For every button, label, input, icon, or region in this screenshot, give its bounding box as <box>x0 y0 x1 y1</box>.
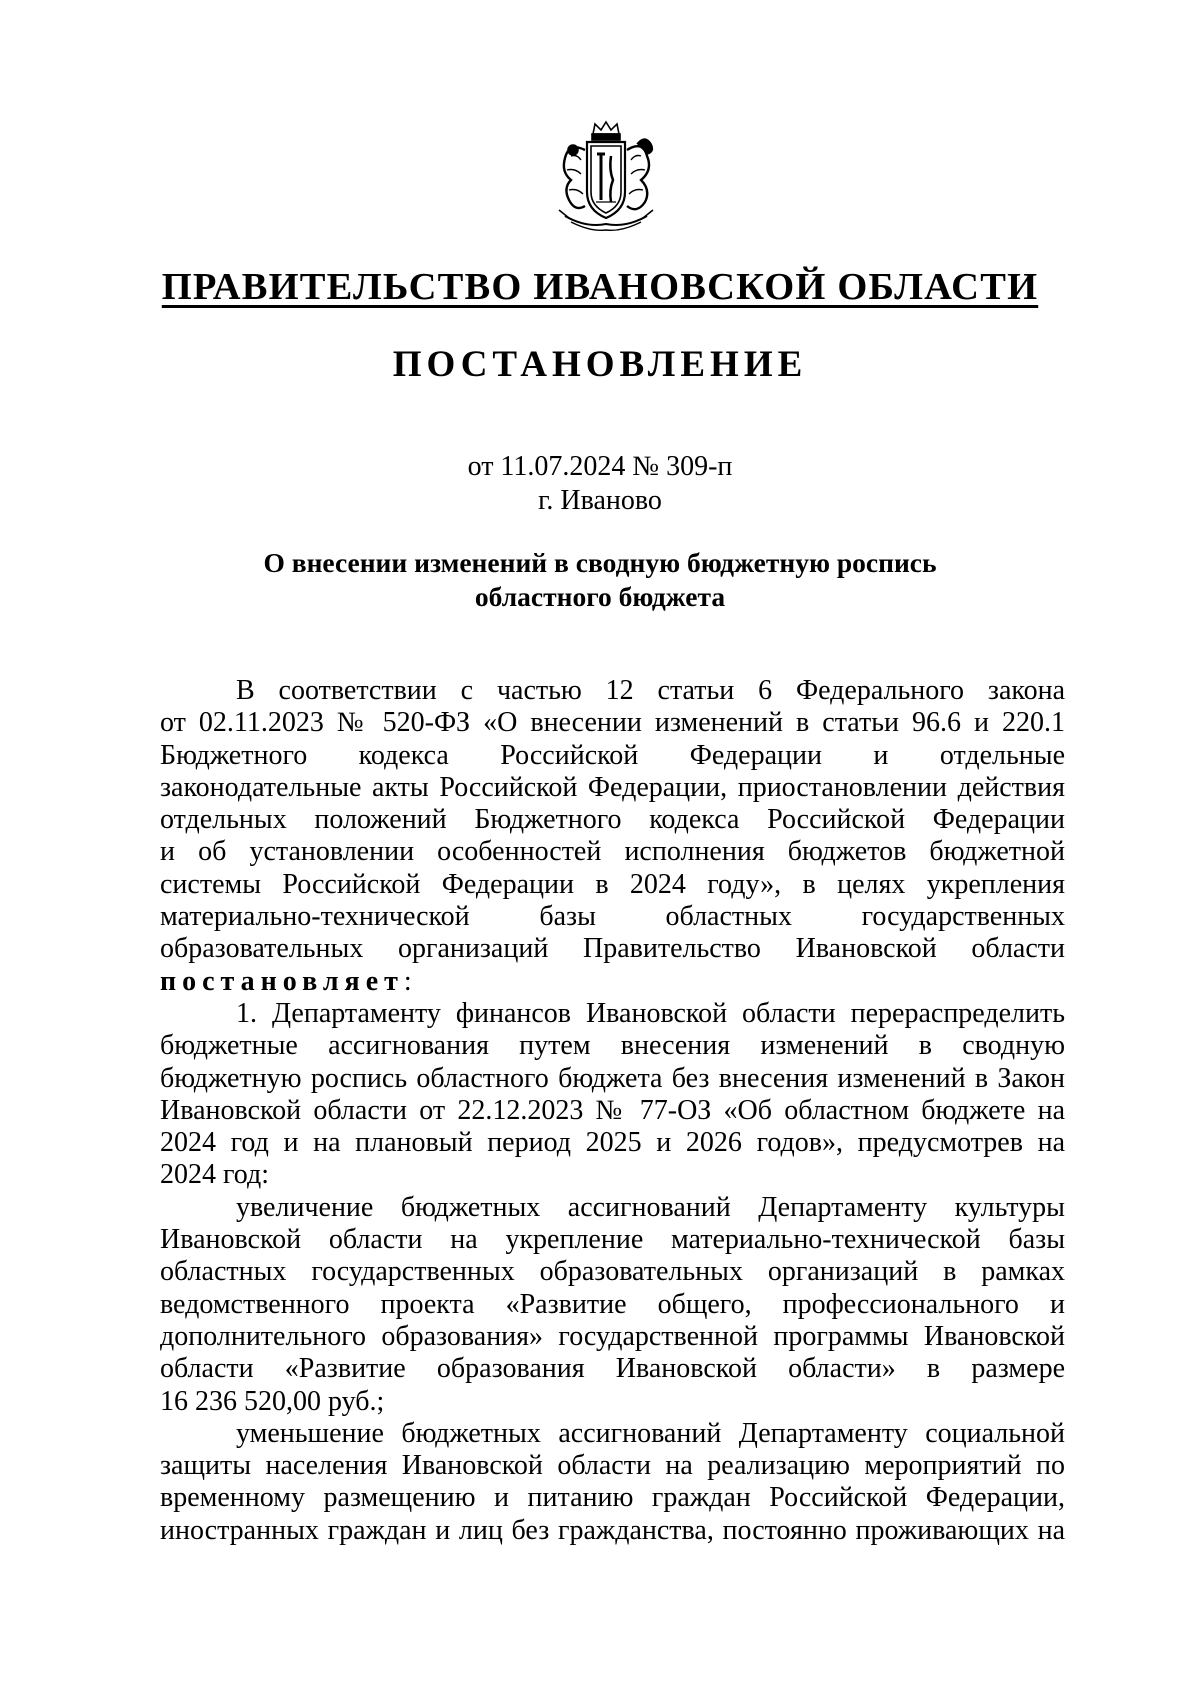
body-line: отдельных положений Бюджетного кодекса Российской Федерации <box>160 804 1065 836</box>
body-line: 1. Департаменту финансов Ивановской области перераспределить <box>236 997 1065 1029</box>
document-type: ПОСТАНОВЛЕНИЕ <box>392 344 808 385</box>
body-line: 16 236 520,00 руб.; <box>160 1385 385 1417</box>
body-line: 2024 год и на плановый период 2025 и 2026 годов», предусмотрев на <box>160 1127 1065 1159</box>
body-line: 2024 год: <box>160 1159 270 1191</box>
body-line: ведомственного проекта «Развитие общего, профессионального и <box>160 1288 1065 1320</box>
body-line: временному размещению и питанию граждан Российской Федерации, <box>160 1482 1065 1514</box>
body-line: от 02.11.2023 № 520-ФЗ «О внесении изменений в статьи 96.6 и 220.1 <box>160 707 1065 739</box>
body-line: и об установлении особенностей исполнения бюджетов бюджетной <box>160 836 1065 868</box>
subject-line: областного бюджета <box>474 581 726 612</box>
body-line: иностранных граждан и лиц без гражданства, постоянно проживающих на <box>160 1514 1065 1546</box>
subject-line: О внесении изменений в сводную бюджетную роспись <box>263 547 937 578</box>
document-subject <box>0 546 1200 614</box>
decree-word: постановляет <box>160 965 404 997</box>
decree-line <box>160 966 1065 998</box>
body-line: В соответствии с частью 12 статьи 6 Федерального закона <box>236 675 1065 706</box>
body-line: образовательных организаций Правительство Ивановской области <box>160 933 1065 965</box>
body-line: уменьшение бюджетных ассигнований Департаменту социальной <box>236 1417 1065 1449</box>
body-line: законодательные акты Российской Федерации, приостановлении действия <box>160 771 1065 803</box>
body-line: материально-технической базы областных государственных <box>160 901 1065 933</box>
body-line: Ивановской области на укрепление материально-технической базы <box>160 1224 1065 1256</box>
body-line: увеличение бюджетных ассигнований Департаменту культуры <box>236 1191 1065 1223</box>
body-line: бюджетные ассигнования путем внесения изменений в сводную <box>160 1030 1065 1062</box>
body-line: системы Российской Федерации в 2024 году», в целях укрепления <box>160 868 1065 900</box>
document-date-number: от 11.07.2024 № 309-п <box>467 451 733 482</box>
body-line: областных государственных образовательных организаций в рамках <box>160 1256 1065 1288</box>
body-line: области «Развитие образования Ивановской области» в размере <box>160 1353 1065 1385</box>
body-line: Ивановской области от 22.12.2023 № 77-ОЗ «Об областном бюджете на <box>160 1094 1065 1126</box>
coat-of-arms-icon <box>551 120 661 234</box>
document-body <box>160 675 1065 1547</box>
government-title: ПРАВИТЕЛЬСТВО ИВАНОВСКОЙ ОБЛАСТИ <box>161 266 1039 308</box>
decree-colon: : <box>403 965 412 997</box>
body-line: дополнительного образования» государственной программы Ивановской <box>160 1320 1065 1352</box>
body-line: Бюджетного кодекса Российской Федерации и отдельные <box>160 739 1065 771</box>
document-city: г. Иваново <box>538 485 662 516</box>
body-line: защиты населения Ивановской области на реализацию мероприятий по <box>160 1450 1065 1482</box>
body-line: бюджетную роспись областного бюджета без внесения изменений в Закон <box>160 1062 1065 1094</box>
